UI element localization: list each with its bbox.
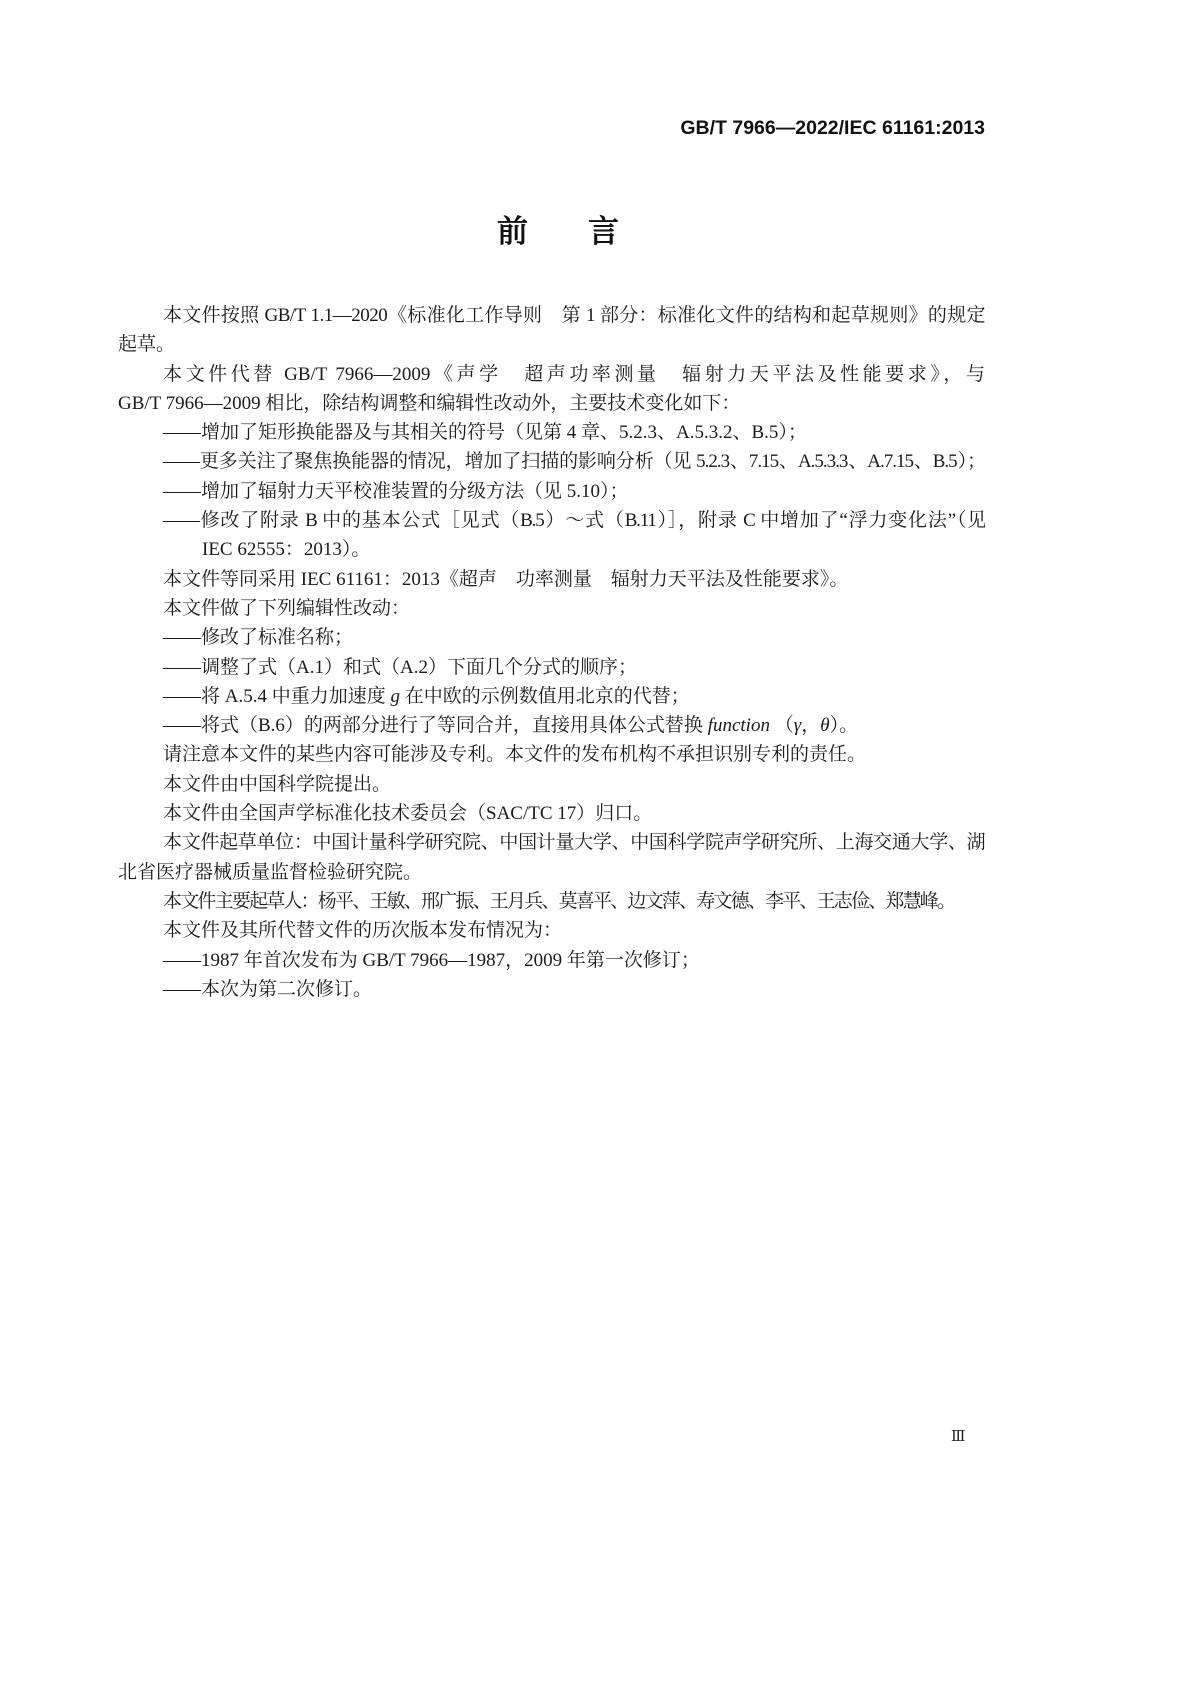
list-item: ——增加了辐射力天平校准装置的分级方法（见 5.10）； xyxy=(163,480,629,502)
paragraph-line: 本文件由中国科学院提出。 xyxy=(163,773,392,795)
paragraph-line: 本文件由全国声学标准化技术委员会（SAC/TC 17）归口。 xyxy=(163,803,653,825)
standard-number-header: GB/T 7966—2022/IEC 61161:2013 xyxy=(680,117,985,139)
paragraph-line: 本文件做了下列编辑性改动： xyxy=(163,597,411,619)
list-item xyxy=(118,682,985,711)
paragraph-line: 本文件及其所代替文件的历次版本发布情况为： xyxy=(163,920,563,942)
list-item: ——更多关注了聚焦换能器的情况，增加了扫描的影响分析（见 5.2.3、7.15、A.5.3.3、A.7.15、B.5）； xyxy=(163,451,985,473)
gravity-symbol: g xyxy=(390,685,400,707)
paragraph-line: 本文件等同采用 IEC 61161：2013《超声 功率测量 辐射力天平法及性能要求》。 xyxy=(163,568,849,590)
list-item-text: 在中欧的示例数值用北京的代替； xyxy=(399,685,690,707)
list-item-text: ——将式（B.6）的两部分进行了等同合并，直接用具体公式替换 xyxy=(163,715,708,737)
paragraph-line: GB/T 7966—2009 相比，除结构调整和编辑性改动外，主要技术变化如下： xyxy=(118,392,741,414)
paragraph-line: 本文件起草单位：中国计量科学研究院、中国计量大学、中国科学院声学研究所、上海交通大学、湖 xyxy=(163,832,985,854)
gamma-symbol: γ xyxy=(793,715,802,737)
list-item xyxy=(118,711,985,740)
list-item: ——1987 年首次发布为 GB/T 7966—1987，2009 年第一次修订； xyxy=(163,949,700,971)
list-item-continuation: IEC 62555：2013）。 xyxy=(202,539,371,561)
function-symbol: function xyxy=(707,715,770,737)
list-item-text: ）。 xyxy=(829,715,859,737)
paragraph-line: 北省医疗器械质量监督检验研究院。 xyxy=(118,861,423,883)
list-item: ——本次为第二次修订。 xyxy=(163,978,373,1000)
list-item: ——修改了标准名称； xyxy=(163,627,354,649)
list-item-text: ——将 A.5.4 中重力加速度 xyxy=(163,685,391,707)
page-number: Ⅲ xyxy=(951,1427,966,1445)
paragraph-line: 本文件主要起草人：杨平、王敏、邢广振、王月兵、莫喜平、边文萍、寿文德、李平、王志俭、郑慧峰。 xyxy=(163,890,955,912)
paragraph-line: 本文件按照 GB/T 1.1—2020《标准化工作导则 第 1 部分：标准化文件的结构和起草规则》的规定 xyxy=(163,305,985,326)
paragraph-line: 本文件代替 GB/T 7966—2009《声学 超声功率测量 辐射力天平法及性能要求》，与 xyxy=(163,363,985,385)
list-item: ——增加了矩形换能器及与其相关的符号（见第 4 章、5.2.3、A.5.3.2、B.5）； xyxy=(163,422,807,444)
list-item-text: ， xyxy=(801,715,821,737)
paragraph-line: 请注意本文件的某些内容可能涉及专利。本文件的发布机构不承担识别专利的责任。 xyxy=(163,744,867,766)
theta-symbol: θ xyxy=(820,715,830,737)
list-item: ——调整了式（A.1）和式（A.2）下面几个分式的顺序； xyxy=(163,656,637,678)
paragraph-line: 起草。 xyxy=(118,334,176,356)
foreword-body xyxy=(118,301,985,1004)
list-item: ——修改了附录 B 中的基本公式［见式（B.5）～式（B.11）］，附录 C 中增加了“浮力变化法”（见 xyxy=(163,510,985,532)
list-item-text: （ xyxy=(769,715,794,737)
page-title: 前 言 xyxy=(497,214,634,250)
